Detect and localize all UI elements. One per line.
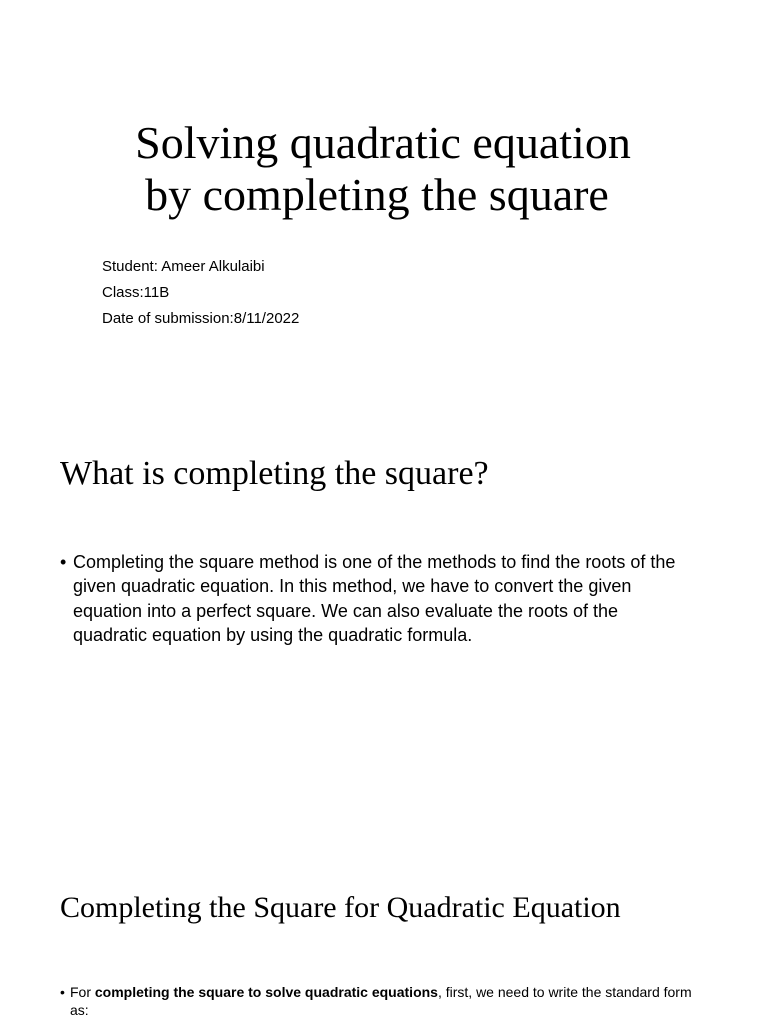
- method-slide: [0, 850, 768, 1024]
- bullet-icon: •: [60, 552, 67, 572]
- bullet-text-emphasis: completing the square to solve quadratic equations: [94, 984, 438, 1000]
- title-slide: [0, 0, 768, 420]
- title-line-2: by completing the square: [145, 169, 609, 220]
- bullet-text-prefix: For: [70, 984, 95, 1000]
- bullet-item: [60, 983, 700, 1019]
- slide-heading: What is completing the square?: [60, 455, 489, 492]
- class-label: Class:11B: [102, 284, 170, 301]
- bullet-text-suffix: , first, we need to write the standard form as:: [70, 984, 692, 1018]
- student-name: Student: Ameer Alkulaibi: [102, 258, 265, 275]
- bullet-icon: •: [60, 984, 65, 1000]
- submission-date: Date of submission:8/11/2022: [102, 310, 300, 327]
- bullet-item: [60, 550, 680, 648]
- bullet-text: [70, 983, 700, 1019]
- slide-heading: Completing the Square for Quadratic Equation: [60, 891, 621, 924]
- bullet-text: Completing the square method is one of the methods to find the roots of the given quadratic equation. In this method, we have to convert the given equation into a perfect square. We can also evaluate the roots of the quadratic equation by using the quadratic formula.: [73, 552, 676, 646]
- definition-slide: [0, 420, 768, 850]
- title-line-1: Solving quadratic equation: [135, 117, 631, 168]
